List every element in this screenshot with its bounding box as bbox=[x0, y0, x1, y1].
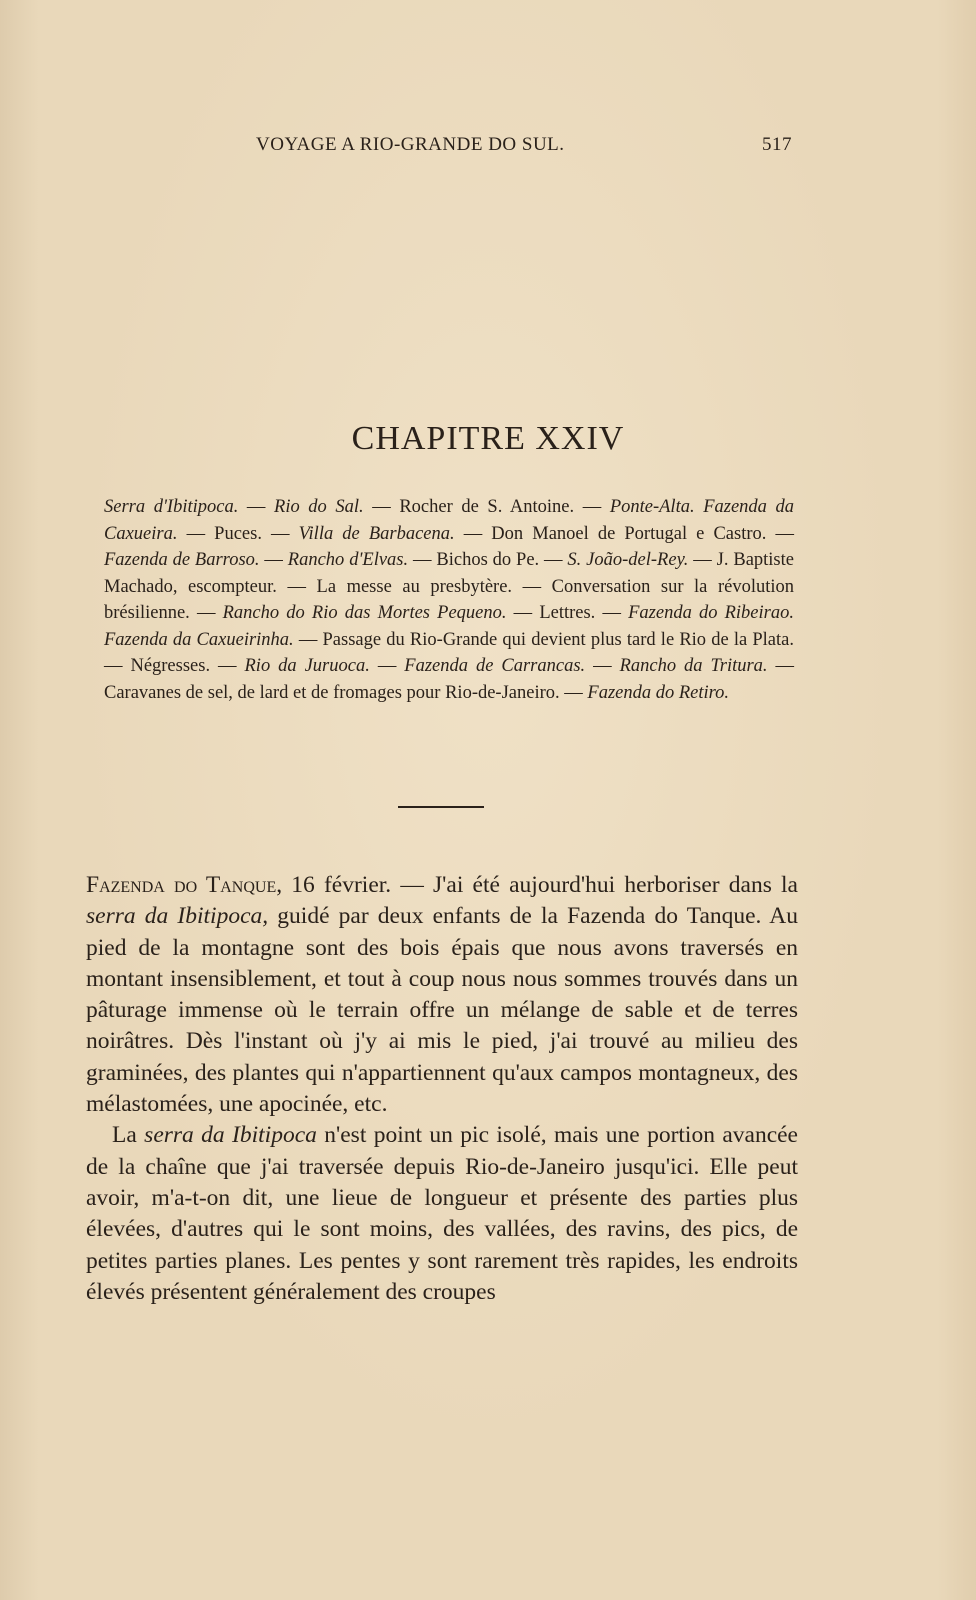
summary-part: Rancho d'Elvas. bbox=[287, 550, 409, 570]
summary-part: Rio da Juruoca. bbox=[244, 656, 370, 676]
summary-part: — bbox=[585, 656, 620, 676]
summary-part: — bbox=[369, 656, 405, 676]
page-header bbox=[100, 134, 792, 164]
summary-part: Fazenda do Retiro. bbox=[587, 682, 730, 703]
paragraph-text: 16 février. — J'ai été aujourd'hui herboriser dans la bbox=[282, 872, 798, 898]
summary-part: — J. Baptiste Machado, escompteur. — La messe au presbytère. — Conversation sur la révolution brésilienne. — bbox=[104, 550, 794, 623]
summary-part bbox=[695, 497, 704, 517]
chapter-summary bbox=[104, 494, 794, 706]
summary-part: Serra d'Ibitipoca. bbox=[104, 497, 239, 517]
chapter-title: CHAPITRE XXIV bbox=[351, 420, 625, 457]
summary-part: Fazenda do Ribeirao. bbox=[628, 603, 794, 623]
summary-part: Fazenda da Caxueirinha. bbox=[104, 629, 294, 650]
summary-part: Fazenda de Barroso. bbox=[104, 550, 260, 570]
summary-part: Villa de Barbacena. bbox=[298, 523, 455, 544]
paragraph-2 bbox=[86, 1120, 798, 1308]
summary-part: — bbox=[238, 497, 275, 517]
paragraph-italic: serra da Ibitipoca, bbox=[86, 903, 269, 930]
paragraph-text: La bbox=[112, 1122, 145, 1149]
summary-part: Fazenda de Carrancas. bbox=[404, 656, 586, 676]
summary-part: — Rocher de S. Antoine. — bbox=[363, 497, 610, 517]
paragraph-1 bbox=[86, 870, 798, 1120]
summary-part: — Caravanes de sel, de lard et de fromages pour Rio-de-Janeiro. — bbox=[104, 656, 795, 703]
paragraph-text: guidé par deux enfants de la Fazenda do Tanque. Au pied de la montagne sont des bois épais que nous avons traversés en montant insensiblement, et tout à coup nous nous sommes trouvés dans un pâturage immense où le terrain offre un mélange de sable et de terres noirâtres. Dès l'instant où j'y ai mis le pied, j'ai trouvé au milieu des graminées, des plantes qui n'appartiennent qu'aux campos montagneux, des mélastomées, une apocinée, etc. bbox=[86, 903, 798, 1118]
summary-part: S. João-del-Rey. bbox=[567, 550, 689, 570]
summary-part: Fazenda da Caxueira. bbox=[104, 497, 794, 544]
summary-part: Ponte-Alta. bbox=[609, 497, 695, 517]
summary-part: Rio do Sal. bbox=[274, 497, 364, 517]
summary-part: — Don Manoel de Portugal e Castro. — bbox=[454, 523, 794, 544]
page-number: 517 bbox=[762, 134, 792, 155]
summary-part: — Lettres. — bbox=[506, 603, 629, 623]
summary-part: — bbox=[259, 550, 288, 570]
paragraph-italic: serra da Ibitipoca bbox=[144, 1122, 317, 1149]
summary-part: — Puces. — bbox=[177, 523, 299, 544]
summary-part: — Bichos do Pe. — bbox=[408, 550, 568, 570]
section-divider bbox=[398, 806, 484, 808]
place-date-lead: Fazenda do Tanque, bbox=[86, 872, 283, 898]
running-title: VOYAGE A RIO-GRANDE DO SUL. bbox=[256, 134, 565, 155]
summary-part: Rancho do Rio das Mortes Pequeno. bbox=[222, 603, 507, 623]
paragraph-text: n'est point un pic isolé, mais une portion avancée de la chaîne que j'ai traversée depuis Rio-de-Janeiro jusqu'ici. Elle peut avoir, m'a-t-on dit, une lieue de longueur et présente des parties plus élevées, d'autres qui le sont moins, des vallées, des ravins, des pics, de petites parties planes. Les pentes y sont rarement très rapides, les endroits élevés présentent généralement des croupes bbox=[86, 1122, 798, 1305]
summary-part: — Passage du Rio-Grande qui devient plus tard le Rio de la Plata. — Négresses. — bbox=[104, 629, 794, 676]
summary-part: Rancho da Tritura. bbox=[619, 656, 768, 676]
body-text bbox=[86, 870, 798, 1308]
